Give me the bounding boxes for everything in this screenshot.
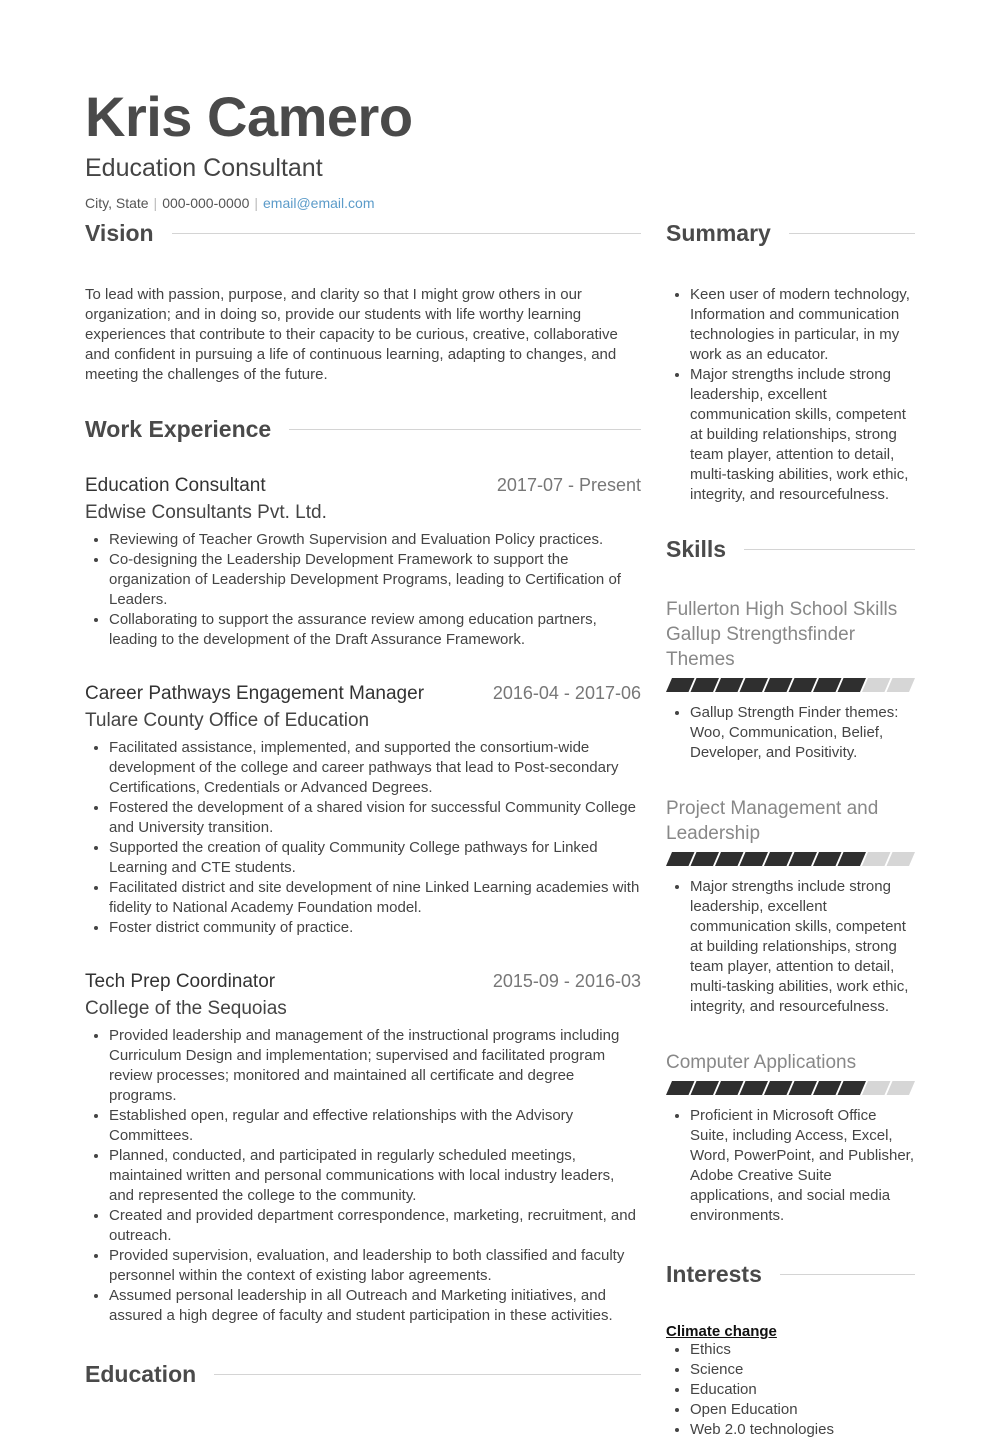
list-item: • Facilitated district and site development of nine Linked Learning academies with fidelity to National Academy Foundation model. (109, 878, 641, 918)
job-title: Tech Prep Coordinator (85, 971, 276, 992)
skill-name: Computer Applications (666, 1052, 857, 1073)
job-bullets (85, 1026, 641, 1326)
list-item: • Major strengths include strong leadership, excellent communication skills, competent at building relationships, strong team player, attention to detail, multi-tasking abilities, work ethic, integrity, and resourcefulness. (690, 365, 915, 505)
skill-segment-filled (691, 678, 720, 692)
list-item: • Proficient in Microsoft Office Suite, including Access, Excel, Word, PowerPoint, and Publisher, Adobe Creative Suite applications, and social media environments. (690, 1106, 915, 1226)
skill-segment-filled (813, 852, 842, 866)
job-title: Career Pathways Engagement Manager (85, 683, 425, 704)
skill-segment-empty (887, 852, 916, 866)
skill-segment-filled (691, 1081, 720, 1095)
list-item: • Provided supervision, evaluation, and leadership to both classified and faculty personnel within the context of existing labor agreements. (109, 1246, 641, 1286)
list-item: • Ethics (690, 1340, 915, 1360)
divider (744, 549, 915, 550)
divider (789, 233, 915, 234)
divider (172, 233, 641, 234)
summary-title: Summary (666, 219, 771, 246)
skill-level-bar (666, 678, 915, 692)
list-item: • Planned, conducted, and participated in regularly scheduled meetings, maintained written and personal communications with local industry leaders, and represented the college to the community. (109, 1146, 641, 1206)
skill-segment-filled (764, 678, 793, 692)
skill-segment-filled (740, 678, 769, 692)
divider (289, 429, 641, 430)
skill-segment-filled (764, 852, 793, 866)
skill-segment-filled (715, 852, 744, 866)
skill-segment-empty (887, 1081, 916, 1095)
skill-bullets (666, 1106, 915, 1226)
skill-segment-filled (666, 678, 695, 692)
skill-name: Fullerton High School Skills Gallup Strengthsfinder Themes (666, 599, 898, 670)
skill-segment-filled (715, 678, 744, 692)
skill-segment-filled (838, 1081, 867, 1095)
separator: | (153, 195, 158, 211)
skill-segment-filled (691, 852, 720, 866)
skill-segment-filled (740, 852, 769, 866)
vision-title: Vision (85, 219, 154, 246)
list-item: • Gallup Strength Finder themes: Woo, Communication, Belief, Developer, and Positivity. (690, 703, 915, 763)
job-dates: 2016-04 - 2017-06 (492, 683, 641, 703)
work-title: Work Experience (85, 415, 272, 442)
skill-segment-filled (838, 852, 867, 866)
work-heading (85, 414, 641, 444)
location: City, State (85, 195, 149, 211)
list-item: • Provided leadership and management of the instructional programs including Curriculum Design and implementation; supervised and facilitated program review processes; monitored and maintained all certificate and degree programs. (109, 1026, 641, 1106)
phone: 000-000-0000 (162, 195, 250, 211)
candidate-name: Kris Camero (85, 85, 413, 148)
list-item: • Major strengths include strong leadership, excellent communication skills, competent at building relationships, strong team player, attention to detail, multi-tasking abilities, work ethic, integrity, and resourcefulness. (690, 877, 915, 1017)
skills-heading (666, 534, 915, 564)
skill-level-bar (666, 852, 915, 866)
job-entry (85, 475, 641, 650)
list-item: • Open Education (690, 1400, 915, 1420)
summary-heading (666, 218, 915, 248)
job-bullets (85, 530, 641, 650)
separator: | (254, 195, 259, 211)
skill-segment-empty (862, 1081, 891, 1095)
skill-segment-empty (862, 678, 891, 692)
skill-bullets (666, 877, 915, 1017)
list-item: • Supported the creation of quality Community College pathways for Linked Learning and CTE students. (109, 838, 641, 878)
list-item: • Assumed personal leadership in all Outreach and Marketing initiatives, and assured a high degree of faculty and student participation in these activities. (109, 1286, 641, 1326)
list-item: • Keen user of modern technology, Information and communication technologies in particular, in my work as an educator. (690, 285, 915, 365)
skill-entry (666, 597, 915, 763)
skill-segment-filled (666, 852, 695, 866)
job-entry (85, 683, 641, 938)
skill-segment-filled (764, 1081, 793, 1095)
email-link[interactable]: email@email.com (263, 195, 375, 211)
skills-title: Skills (666, 535, 727, 562)
list-item: • Collaborating to support the assurance review among education partners, leading to the development of the Draft Assurance Framework. (109, 610, 641, 650)
skill-segment-filled (715, 1081, 744, 1095)
skill-segment-filled (813, 1081, 842, 1095)
skill-segment-filled (666, 1081, 695, 1095)
job-dates: 2015-09 - 2016-03 (492, 971, 641, 991)
list-item: • Created and provided department correspondence, marketing, recruitment, and outreach. (109, 1206, 641, 1246)
candidate-title: Education Consultant (85, 154, 323, 182)
vision-text: To lead with passion, purpose, and clarity so that I might grow others in our organization; and in doing so, provide our students with life worthy learning experiences that contribute to their capacity to be curious, creative, collaborative and confident in pursuing a life of continuous learning, adapting to changes, and meeting the challenges of the future. (85, 286, 618, 383)
skill-segment-filled (838, 678, 867, 692)
skill-segment-filled (813, 678, 842, 692)
skill-entry (666, 796, 915, 1017)
skill-bullets (666, 703, 915, 763)
job-dates: 2017-07 - Present (496, 475, 641, 495)
skill-level-bar (666, 1081, 915, 1095)
contact-line (85, 195, 374, 211)
skill-segment-filled (789, 1081, 818, 1095)
list-item: • Foster district community of practice. (109, 918, 641, 938)
skill-name: Project Management and Leadership (666, 798, 879, 844)
interests-title: Interests (666, 1260, 762, 1287)
list-item: • Science (690, 1360, 915, 1380)
side-column (666, 218, 915, 1440)
skill-segment-filled (789, 852, 818, 866)
interests-heading (666, 1259, 915, 1289)
job-entry (85, 971, 641, 1326)
education-heading (85, 1359, 641, 1389)
job-company: College of the Sequoias (85, 998, 287, 1019)
skill-segment-filled (789, 678, 818, 692)
job-title: Education Consultant (85, 475, 266, 496)
vision-heading (85, 218, 641, 248)
divider (780, 1274, 915, 1275)
list-item: • Fostered the development of a shared vision for successful Community College and University transition. (109, 798, 641, 838)
interest-title: Climate change (666, 1323, 777, 1340)
list-item: • Facilitated assistance, implemented, and supported the consortium-wide development of the college and career pathways that lead to Post-secondary Certifications, Credentials or Advanced Degrees. (109, 738, 641, 798)
divider (214, 1374, 641, 1375)
job-bullets (85, 738, 641, 938)
list-item: • Established open, regular and effective relationships with the Advisory Committees. (109, 1106, 641, 1146)
skill-segment-empty (862, 852, 891, 866)
interest-list (666, 1340, 915, 1440)
list-item: • Co-designing the Leadership Development Framework to support the organization of Leadership Development Programs, leading to Certification of Leaders. (109, 550, 641, 610)
skill-segment-filled (740, 1081, 769, 1095)
education-title: Education (85, 1360, 197, 1387)
skill-entry (666, 1050, 915, 1226)
list-item: • Web 2.0 technologies (690, 1420, 915, 1440)
list-item: • Education (690, 1380, 915, 1400)
job-company: Edwise Consultants Pvt. Ltd. (85, 502, 327, 523)
skill-segment-empty (887, 678, 916, 692)
job-company: Tulare County Office of Education (85, 710, 370, 731)
list-item: • Reviewing of Teacher Growth Supervision and Evaluation Policy practices. (109, 530, 641, 550)
main-column (85, 218, 641, 1389)
interest-group (666, 1323, 915, 1440)
summary-list (666, 285, 915, 505)
